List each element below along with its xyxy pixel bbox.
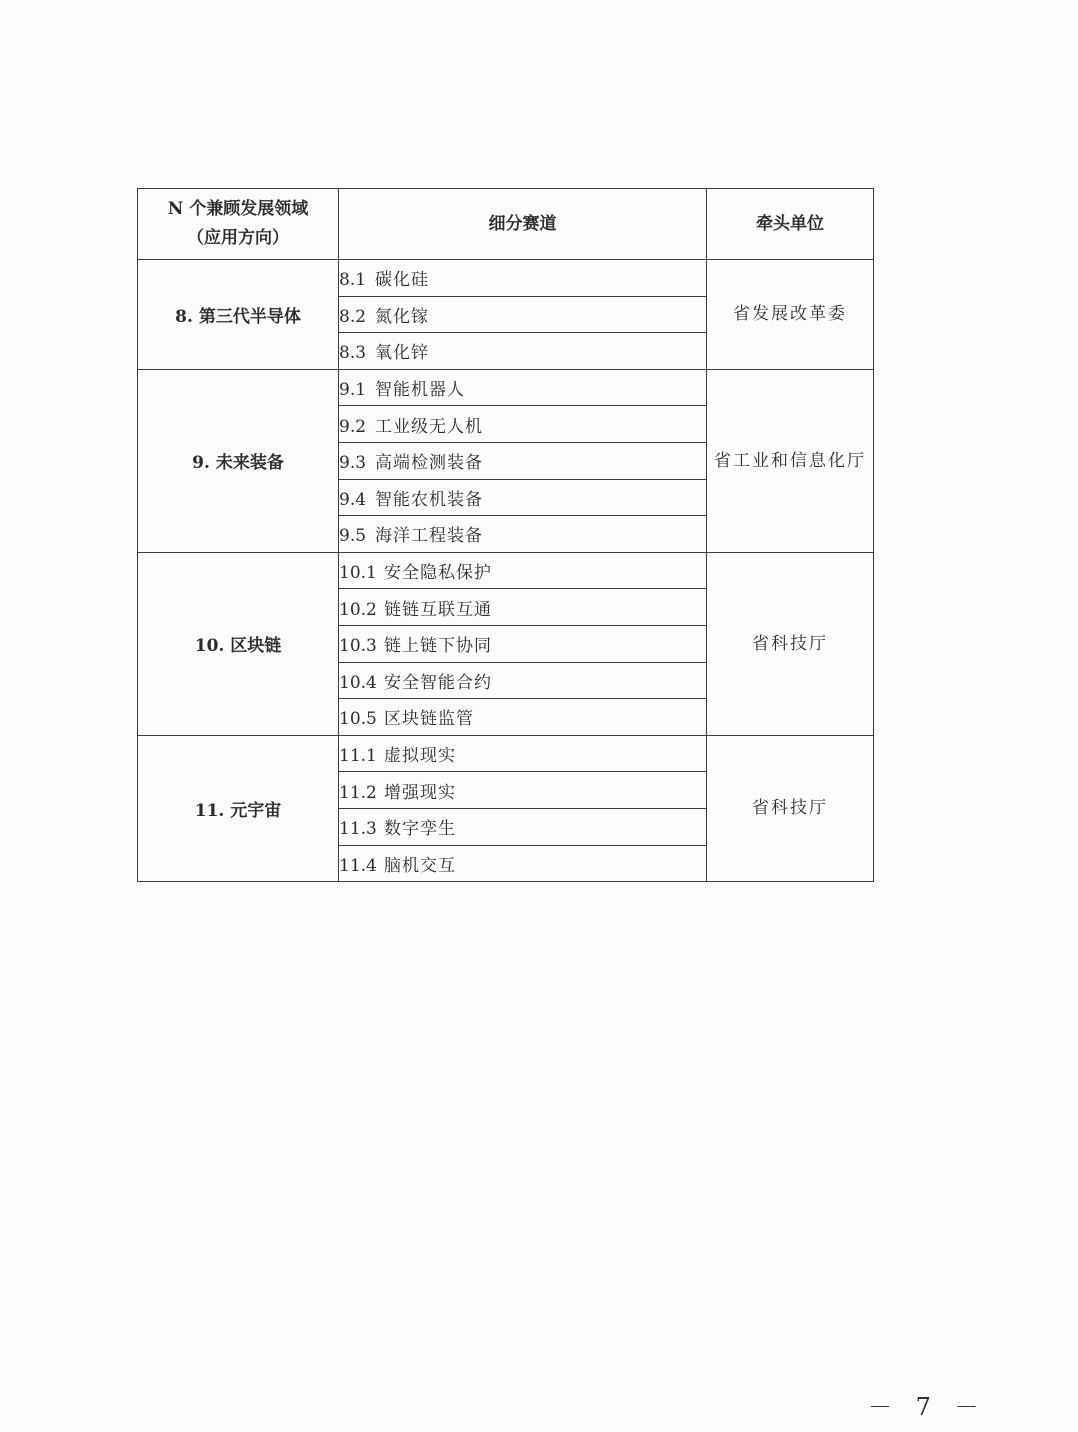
- page-number: － 7 －: [868, 1393, 987, 1421]
- table-row: [138, 735, 874, 772]
- subtrack-name: 数字孪生: [384, 819, 456, 840]
- subtrack-name: 高端检测装备: [375, 453, 483, 474]
- subtrack-number: 8.2: [339, 306, 367, 327]
- subtrack-name: 碳化硅: [375, 270, 429, 291]
- subtrack-name: 安全智能合约: [384, 672, 492, 693]
- subtrack-cell: [339, 662, 707, 699]
- subtrack-number: 11.2: [339, 782, 377, 803]
- field-cell: 11. 元宇宙: [138, 735, 339, 881]
- subtrack-cell: [339, 516, 707, 553]
- subtrack-cell: [339, 808, 707, 845]
- field-cell: 9. 未来装备: [138, 369, 339, 552]
- subtrack-name: 工业级无人机: [375, 416, 483, 437]
- subtrack-cell: [339, 479, 707, 516]
- subtrack-number: 8.1: [339, 270, 367, 291]
- subtrack-number: 9.3: [339, 453, 367, 474]
- subtrack-number: 9.1: [339, 380, 367, 401]
- subtrack-name: 氮化镓: [375, 306, 429, 327]
- subtrack-name: 虚拟现实: [384, 746, 456, 767]
- subtrack-name: 智能农机装备: [375, 489, 483, 510]
- subtrack-cell: [339, 260, 707, 297]
- subtrack-cell: [339, 589, 707, 626]
- subtrack-number: 11.1: [339, 746, 377, 767]
- header-field-line2: （应用方向）: [187, 228, 289, 248]
- lead-cell: 省工业和信息化厅: [707, 369, 874, 552]
- subtrack-number: 9.4: [339, 489, 367, 510]
- subtrack-number: 11.4: [339, 855, 377, 876]
- subtrack-cell: [339, 845, 707, 882]
- subtrack-cell: [339, 369, 707, 406]
- subtrack-name: 区块链监管: [384, 709, 474, 730]
- subtrack-number: 9.2: [339, 416, 367, 437]
- lead-cell: 省科技厅: [707, 552, 874, 735]
- subtrack-name: 链链互联互通: [384, 599, 492, 620]
- subtrack-name: 链上链下协同: [384, 636, 492, 657]
- subtrack-number: 11.3: [339, 819, 377, 840]
- lead-cell: 省发展改革委: [707, 260, 874, 370]
- development-domain-table: [137, 188, 874, 882]
- header-field: [138, 189, 339, 260]
- table-row: [138, 260, 874, 297]
- field-cell: 8. 第三代半导体: [138, 260, 339, 370]
- subtrack-number: 10.1: [339, 563, 377, 584]
- header-field-line1: N 个兼顾发展领域: [167, 199, 309, 219]
- subtrack-number: 10.3: [339, 636, 377, 657]
- subtrack-cell: [339, 442, 707, 479]
- field-cell: 10. 区块链: [138, 552, 339, 735]
- subtrack-number: 10.4: [339, 672, 377, 693]
- lead-cell: 省科技厅: [707, 735, 874, 881]
- table-row: [138, 369, 874, 406]
- subtrack-name: 增强现实: [384, 782, 456, 803]
- subtrack-cell: [339, 333, 707, 370]
- subtrack-cell: [339, 699, 707, 736]
- subtrack-name: 安全隐私保护: [384, 563, 492, 584]
- subtrack-cell: [339, 552, 707, 589]
- table-row: [138, 552, 874, 589]
- subtrack-name: 智能机器人: [375, 380, 465, 401]
- subtrack-number: 8.3: [339, 343, 367, 364]
- subtrack-number: 10.2: [339, 599, 377, 620]
- subtrack-cell: [339, 406, 707, 443]
- subtrack-number: 9.5: [339, 526, 367, 547]
- subtrack-number: 10.5: [339, 709, 377, 730]
- subtrack-name: 脑机交互: [384, 855, 456, 876]
- subtrack-cell: [339, 625, 707, 662]
- subtrack-name: 氧化锌: [375, 343, 429, 364]
- table-header-row: [138, 189, 874, 260]
- subtrack-cell: [339, 735, 707, 772]
- subtrack-cell: [339, 772, 707, 809]
- subtrack-cell: [339, 296, 707, 333]
- header-subtrack: 细分赛道: [339, 189, 707, 260]
- header-lead: 牵头单位: [707, 189, 874, 260]
- subtrack-name: 海洋工程装备: [375, 526, 483, 547]
